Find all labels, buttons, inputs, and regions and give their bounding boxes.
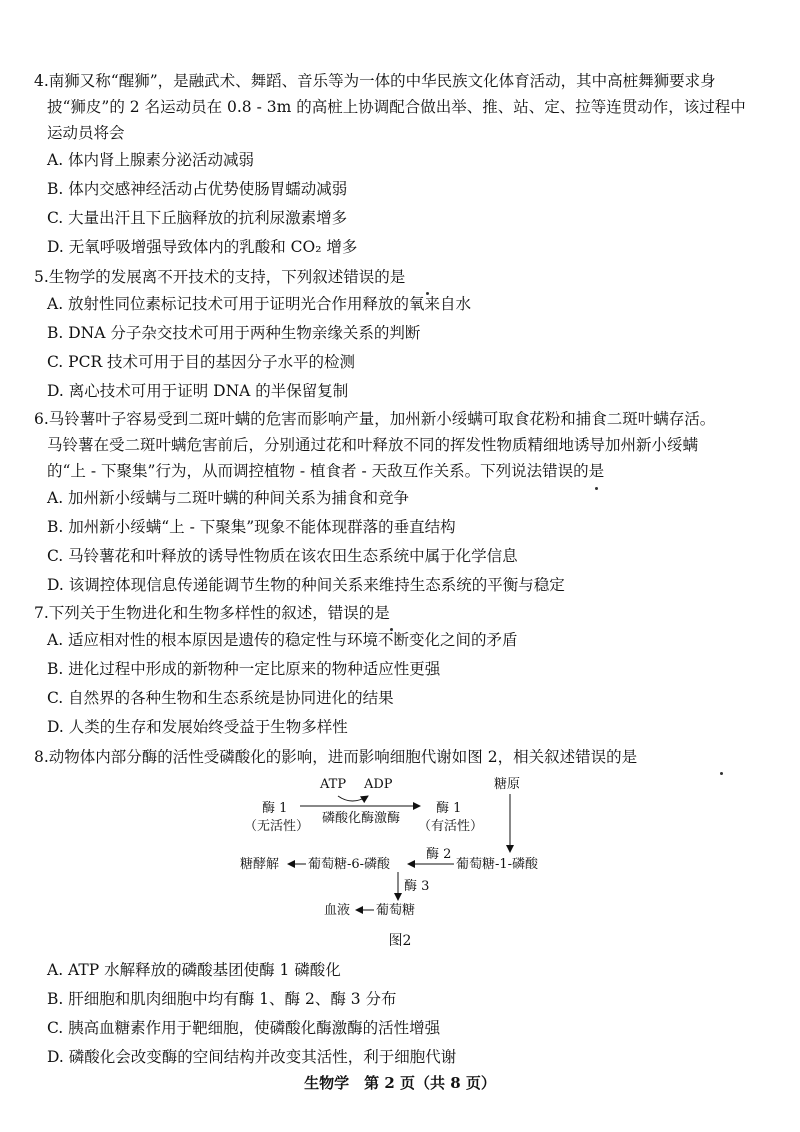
question-7: [34, 600, 770, 742]
question-6-number: 6.: [34, 410, 49, 428]
question-7-line-1: 下列关于生物进化和生物多样性的叙述，错误的是: [48, 604, 390, 622]
emphasis-dot: [595, 487, 598, 490]
question-4-stem: [34, 68, 770, 146]
question-5-option-d: D. 离心技术可用于证明 DNA 的半保留复制: [47, 382, 349, 400]
question-8-number: 8.: [34, 748, 49, 766]
kinase-label: 磷酸化酶激酶: [322, 811, 401, 826]
question-7-number: 7.: [34, 604, 49, 622]
question-6: [34, 406, 770, 600]
question-6-line-3: 的“上 - 下聚集”行为，从而调控植物 - 植食者 - 天敌互作关系。下列说法错误的是: [47, 462, 605, 480]
glycolysis-label: 糖酵解: [240, 857, 280, 872]
question-5-option-c: C. PCR 技术可用于目的基因分子水平的检测: [47, 353, 356, 371]
adp-label: ADP: [364, 777, 393, 792]
question-8-stem: [34, 744, 770, 770]
g6p-label: 葡萄糖-6-磷酸: [308, 857, 391, 872]
question-8-option-b: B. 肝细胞和肌肉细胞中均有酶 1、酶 2、酶 3 分布: [47, 990, 397, 1008]
question-4-option-a: A. 体内肾上腺素分泌活动减弱: [47, 151, 255, 169]
question-4-option-b: B. 体内交感神经活动占优势使肠胃蠕动减弱: [47, 180, 348, 198]
page-footer: 生物学 第 2 页（共 8 页）: [304, 1074, 496, 1092]
question-5: [34, 264, 770, 406]
question-6-option-d: D. 该调控体现信息传递能调节生物的种间关系来维持生态系统的平衡与稳定: [47, 576, 565, 594]
enzyme1-inactive-state: （无活性）: [244, 819, 310, 834]
figure-caption: 图2: [388, 933, 412, 949]
question-7-option-a: A. 适应相对性的根本原因是遗传的稳定性与环境不断变化之间的矛盾: [47, 631, 518, 649]
enzyme3-label: 酶 3: [404, 879, 430, 894]
blood-label: 血液: [324, 903, 351, 918]
g1p-label: 葡萄糖-1-磷酸: [456, 857, 539, 872]
glucose-label: 葡萄糖: [376, 903, 416, 918]
enzyme1-inactive-name: 酶 1: [262, 801, 288, 816]
question-4-line-2: 披“狮皮”的 2 名运动员在 0.8 - 3m 的高桩上协调配合做出举、推、站、定、拉等连贯动作，该过程中: [47, 98, 746, 116]
atp-adp-arrow: [338, 796, 368, 801]
question-4-line-1: 南狮又称“醒狮”，是融武术、舞蹈、音乐等为一体的中华民族文化体育活动，其中高桩舞狮要求身: [48, 72, 716, 90]
question-5-number: 5.: [34, 268, 49, 286]
question-8-line-1: 动物体内部分酶的活性受磷酸化的影响，进而影响细胞代谢如图 2，相关叙述错误的是: [48, 748, 638, 766]
question-8: [34, 744, 770, 770]
question-4: [34, 68, 770, 262]
question-7-stem: [34, 600, 770, 626]
question-5-line-1: 生物学的发展离不开技术的支持，下列叙述错误的是: [48, 268, 406, 286]
enzyme1-active-state: （有活性）: [418, 819, 484, 834]
question-5-stem: [34, 264, 770, 290]
glycogen-label: 糖原: [494, 777, 521, 792]
question-5-option-a: A. 放射性同位素标记技术可用于证明光合作用释放的氧来自水: [47, 295, 472, 313]
question-6-option-c: C. 马铃薯花和叶释放的诱导性物质在该农田生态系统中属于化学信息: [47, 547, 518, 565]
question-5-option-b: B. DNA 分子杂交技术可用于两种生物亲缘关系的判断: [47, 324, 421, 342]
question-6-option-b: B. 加州新小绥螨“上 - 下聚集”现象不能体现群落的垂直结构: [47, 518, 456, 536]
enzyme2-label: 酶 2: [426, 847, 452, 862]
question-8-option-c: C. 胰高血糖素作用于靶细胞，使磷酸化酶激酶的活性增强: [47, 1019, 441, 1037]
question-8-option-d: D. 磷酸化会改变酶的空间结构并改变其活性，利于细胞代谢: [47, 1048, 457, 1066]
question-6-option-a: A. 加州新小绥螨与二斑叶螨的种间关系为捕食和竞争: [47, 489, 410, 507]
enzyme-phosphorylation-diagram: [240, 770, 560, 920]
emphasis-dot: [390, 628, 393, 631]
question-7-option-d: D. 人类的生存和发展始终受益于生物多样性: [47, 718, 348, 736]
question-6-line-2: 马铃薯在受二斑叶螨危害前后，分别通过花和叶释放不同的挥发性物质精细地诱导加州新小绥螨: [47, 436, 699, 454]
question-7-option-b: B. 进化过程中形成的新物种一定比原来的物种适应性更强: [47, 660, 441, 678]
question-6-stem: [34, 406, 770, 484]
atp-label: ATP: [320, 777, 347, 792]
emphasis-dot: [720, 772, 723, 775]
question-4-number: 4.: [34, 72, 49, 90]
emphasis-dot: [426, 292, 429, 295]
question-6-line-1: 马铃薯叶子容易受到二斑叶螨的危害而影响产量，加州新小绥螨可取食花粉和捕食二斑叶螨存活。: [48, 410, 716, 428]
question-4-option-d: D. 无氧呼吸增强导致体内的乳酸和 CO₂ 增多: [47, 238, 358, 256]
question-4-option-c: C. 大量出汗且下丘脑释放的抗利尿激素增多: [47, 209, 348, 227]
enzyme1-active-name: 酶 1: [436, 801, 462, 816]
question-8-options: [34, 956, 770, 1072]
question-4-line-3: 运动员将会: [47, 124, 125, 142]
question-8-option-a: A. ATP 水解释放的磷酸基团使酶 1 磷酸化: [47, 961, 341, 979]
question-7-option-c: C. 自然界的各种生物和生态系统是协同进化的结果: [47, 689, 394, 707]
